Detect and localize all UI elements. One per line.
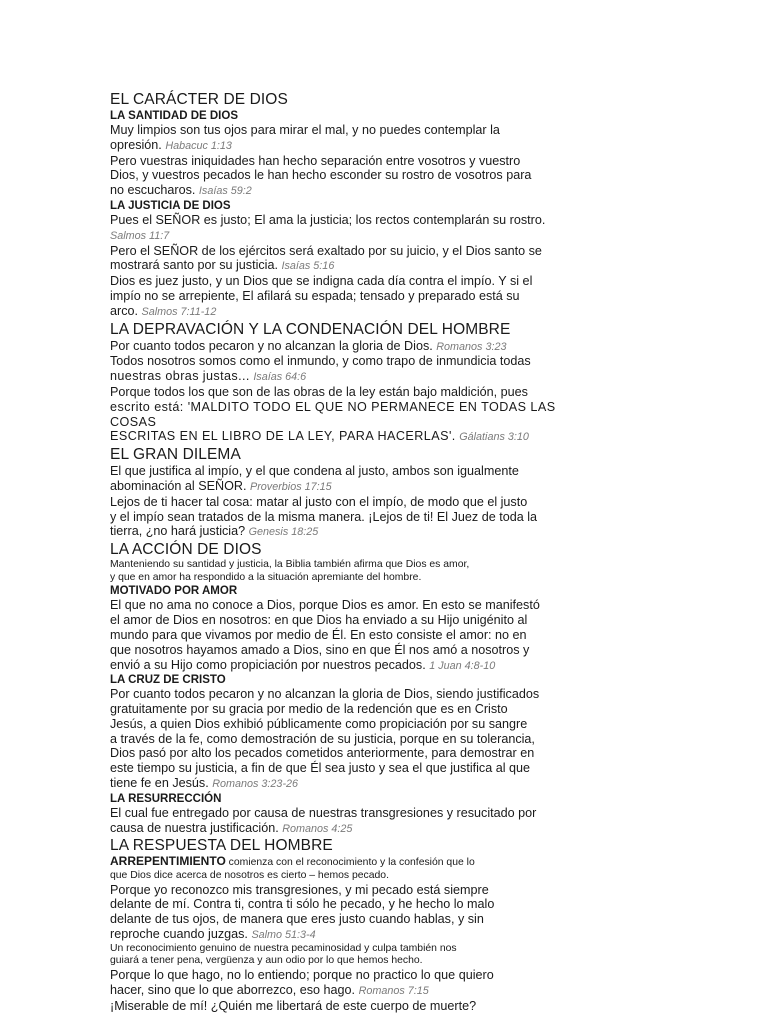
section-heading-justicia: LA JUSTICIA DE DIOS [110, 199, 231, 212]
paragraph-text: El que no ama no conoce a Dios, porque Dios es amor. En esto se manifestó el amor de Dios en nosotros: en que Dios ha enviado a su Hijo unigénito al mundo para que vivamos por medio de Él. En esto consiste el amor: no en que nosotros hayamos amado a Dios, sino en que Él nos amó a nosotros y envió a su Hijo como propiciación por nuestros pecados. [110, 598, 540, 672]
scripture-reference: Gálatians 3:10 [459, 431, 529, 444]
paragraph-text: Porque yo reconozco mis transgresiones, y mi pecado está siempre delante de mí. Contra ti, contra ti sólo he pecado, y he hecho lo malo delante de tus ojos, de manera que eres justo cuando hablas, y sin reproche cuando juzgas. [110, 882, 495, 942]
document-content [110, 90, 590, 1013]
paragraph-text: Pues el SEÑOR es justo; El ama la justicia; los rectos contemplarán su rostro. [110, 212, 546, 227]
paragraph-dilema-2 [110, 495, 590, 540]
scripture-reference: Romanos 3:23-26 [212, 778, 299, 791]
paragraph-text: Pero el SEÑOR de los ejércitos será exaltado por su juicio, y el Dios santo se mostrará santo por su justicia. [110, 243, 542, 273]
paragraph-text: Porque lo que hago, no lo entiendo; porque no practico lo que quiero hacer, sino que lo que aborrezco, eso hago. [110, 968, 494, 997]
paragraph-cruz-1 [110, 687, 590, 792]
paragraph-depravacion-3 [110, 385, 590, 445]
section-heading-cruz: LA CRUZ DE CRISTO [110, 674, 226, 687]
paragraph-arrepentimiento-2 [110, 883, 590, 943]
paragraph-text: Todos nosotros somos como el inmundo, y como trapo de inmundicia todas [110, 354, 531, 369]
lead-term: ARREPENTIMIENTO [110, 854, 226, 869]
paragraph-accion-1: Manteniendo su santidad y justicia, la Biblia también afirma que Dios es amor, y que en amor ha respondido a la situación apremiante del hombre. [110, 559, 470, 583]
paragraph-arrepentimiento-4 [110, 968, 590, 999]
paragraph-text: El cual fue entregado por causa de nuestras transgresiones y resucitado por causa de nuestra justificación. [110, 805, 537, 835]
paragraph-justicia-1 [110, 213, 590, 244]
scripture-reference: Salmo 51:3-4 [251, 929, 316, 942]
scripture-reference: Romanos 7:15 [358, 984, 429, 997]
paragraph-text: escrito está: 'MALDITO TODO EL QUE NO PERMANECE EN TODAS LAS COSAS [110, 399, 556, 429]
paragraph-justicia-2 [110, 244, 590, 275]
paragraph-text: ESCRITAS EN EL LIBRO DE LA LEY, PARA HACERLAS'. [110, 429, 456, 444]
paragraph-arrepentimiento-1 [110, 855, 590, 882]
section-heading-amor: MOTIVADO POR AMOR [110, 585, 238, 598]
paragraph-dilema-1 [110, 464, 590, 495]
scripture-reference: Isaías 59:2 [198, 185, 252, 198]
paragraph-text: Dios es juez justo, y un Dios que se indigna cada día contra el impío. Y si el impío no se arrepiente, El afilará su espada; tensado y preparado está su arco. [110, 274, 533, 318]
scripture-reference: Salmos 11:7 [110, 229, 170, 242]
scripture-reference: Isaías 5:16 [281, 260, 335, 273]
paragraph-depravacion-2 [110, 354, 590, 385]
paragraph-santidad-2 [110, 154, 590, 199]
paragraph-arrepentimiento-5: ¡Miserable de mí! ¿Quién me libertará de este cuerpo de muerte? [110, 998, 477, 1013]
paragraph-text: Por cuanto todos pecaron y no alcanzan la gloria de Dios. [110, 338, 433, 353]
scripture-reference: Genesis 18:25 [248, 526, 319, 539]
section-title-dilema: EL GRAN DILEMA [110, 446, 241, 464]
paragraph-text: Lejos de ti hacer tal cosa: matar al justo con el impío, de modo que el justo y el impío sean tratados de la misma manera. ¡Lejos de ti! El Juez de toda la tierra, ¿no hará justicia? [110, 494, 538, 539]
paragraph-amor-1 [110, 598, 590, 673]
paragraph-resurreccion-1 [110, 806, 590, 837]
scripture-reference: 1 Juan 4:8-10 [429, 659, 496, 672]
section-heading-santidad: LA SANTIDAD DE DIOS [110, 110, 238, 122]
scripture-reference: Salmos 7:11-12 [141, 305, 217, 318]
paragraph-text: Muy limpios son tus ojos para mirar el mal, y no puedes contemplar la opresión. [110, 123, 500, 152]
paragraph-depravacion-1 [110, 339, 590, 355]
scripture-reference: Romanos 4:25 [282, 822, 353, 835]
section-heading-resurreccion: LA RESURRECCIÓN [110, 792, 222, 805]
paragraph-text: Pero vuestras iniquidades han hecho separación entre vosotros y vuestro Dios, y vuestros pecados le han hecho esconder su rostro de vosotros para no escucharos. [110, 153, 532, 198]
paragraph-text: Por cuanto todos pecaron y no alcanzan la gloria de Dios, siendo justificados gratuitamente por su gracia por medio de la redención que es en Cristo Jesús, a quien Dios exhibió públicamente como propiciación por su sangre a través de la fe, como demostración de su justicia, porque en su tolerancia, Dios pasó por alto los pecados cometidos anteriormente, para demostrar en este tiempo su justicia, a fin de que Él sea justo y sea el que justifica al que tiene fe en Jesús. [110, 687, 540, 791]
scripture-reference: Isaías 64:6 [253, 371, 307, 384]
scripture-reference: Habacuc 1:13 [165, 139, 232, 152]
paragraph-text: El que justifica al impío, y el que condena al justo, ambos son igualmente abominación al SEÑOR. [110, 464, 519, 493]
paragraph-santidad-1 [110, 123, 590, 154]
scripture-reference: Romanos 3:23 [436, 340, 507, 353]
scripture-reference: Proverbios 17:15 [250, 480, 332, 493]
paragraph-arrepentimiento-3: Un reconocimiento genuino de nuestra pecaminosidad y culpa también nos guiará a tener pena, vergüenza y aun odio por lo que hemos hecho. [110, 942, 457, 967]
paragraph-text: comienza con el reconocimiento y la confesión que lo que Dios dice acerca de nosotros es cierto – hemos pecado. [110, 857, 475, 882]
document-title: EL CARÁCTER DE DIOS [110, 91, 288, 108]
section-title-accion: LA ACCIÓN DE DIOS [110, 541, 262, 559]
section-title-depravacion: LA DEPRAVACIÓN Y LA CONDENACIÓN DEL HOMBRE [110, 320, 511, 338]
paragraph-text: Porque todos los que son de las obras de la ley están bajo maldición, pues [110, 384, 528, 399]
paragraph-text: nuestras obras justas... [110, 369, 250, 384]
paragraph-justicia-3 [110, 274, 590, 319]
section-title-respuesta: LA RESPUESTA DEL HOMBRE [110, 837, 333, 855]
